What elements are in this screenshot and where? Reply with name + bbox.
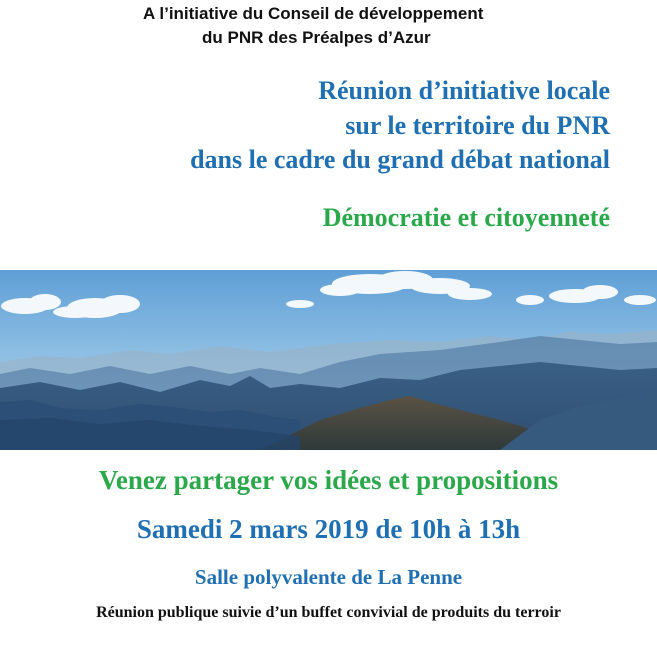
- title-line-3: dans le cadre du grand débat national: [190, 145, 610, 174]
- event-date: Samedi 2 mars 2019 de 10h à 13h: [136, 514, 521, 544]
- event-note: Réunion publique suivie d’un buffet convivial de produits du terroir: [96, 604, 561, 621]
- organizer-line-2: du PNR des Préalpes d’Azur: [202, 28, 431, 47]
- title-line-1: Réunion d’initiative locale: [318, 76, 610, 105]
- event-venue: Salle polyvalente de La Penne: [194, 565, 463, 589]
- mountain-landscape-photo: [0, 270, 657, 450]
- theme-heading: Démocratie et citoyenneté: [322, 203, 610, 232]
- invitation-text: Venez partager vos idées et propositions: [98, 465, 559, 495]
- organizer-line-1: A l’initiative du Conseil de développement: [143, 4, 484, 23]
- title-line-2: sur le territoire du PNR: [345, 111, 610, 140]
